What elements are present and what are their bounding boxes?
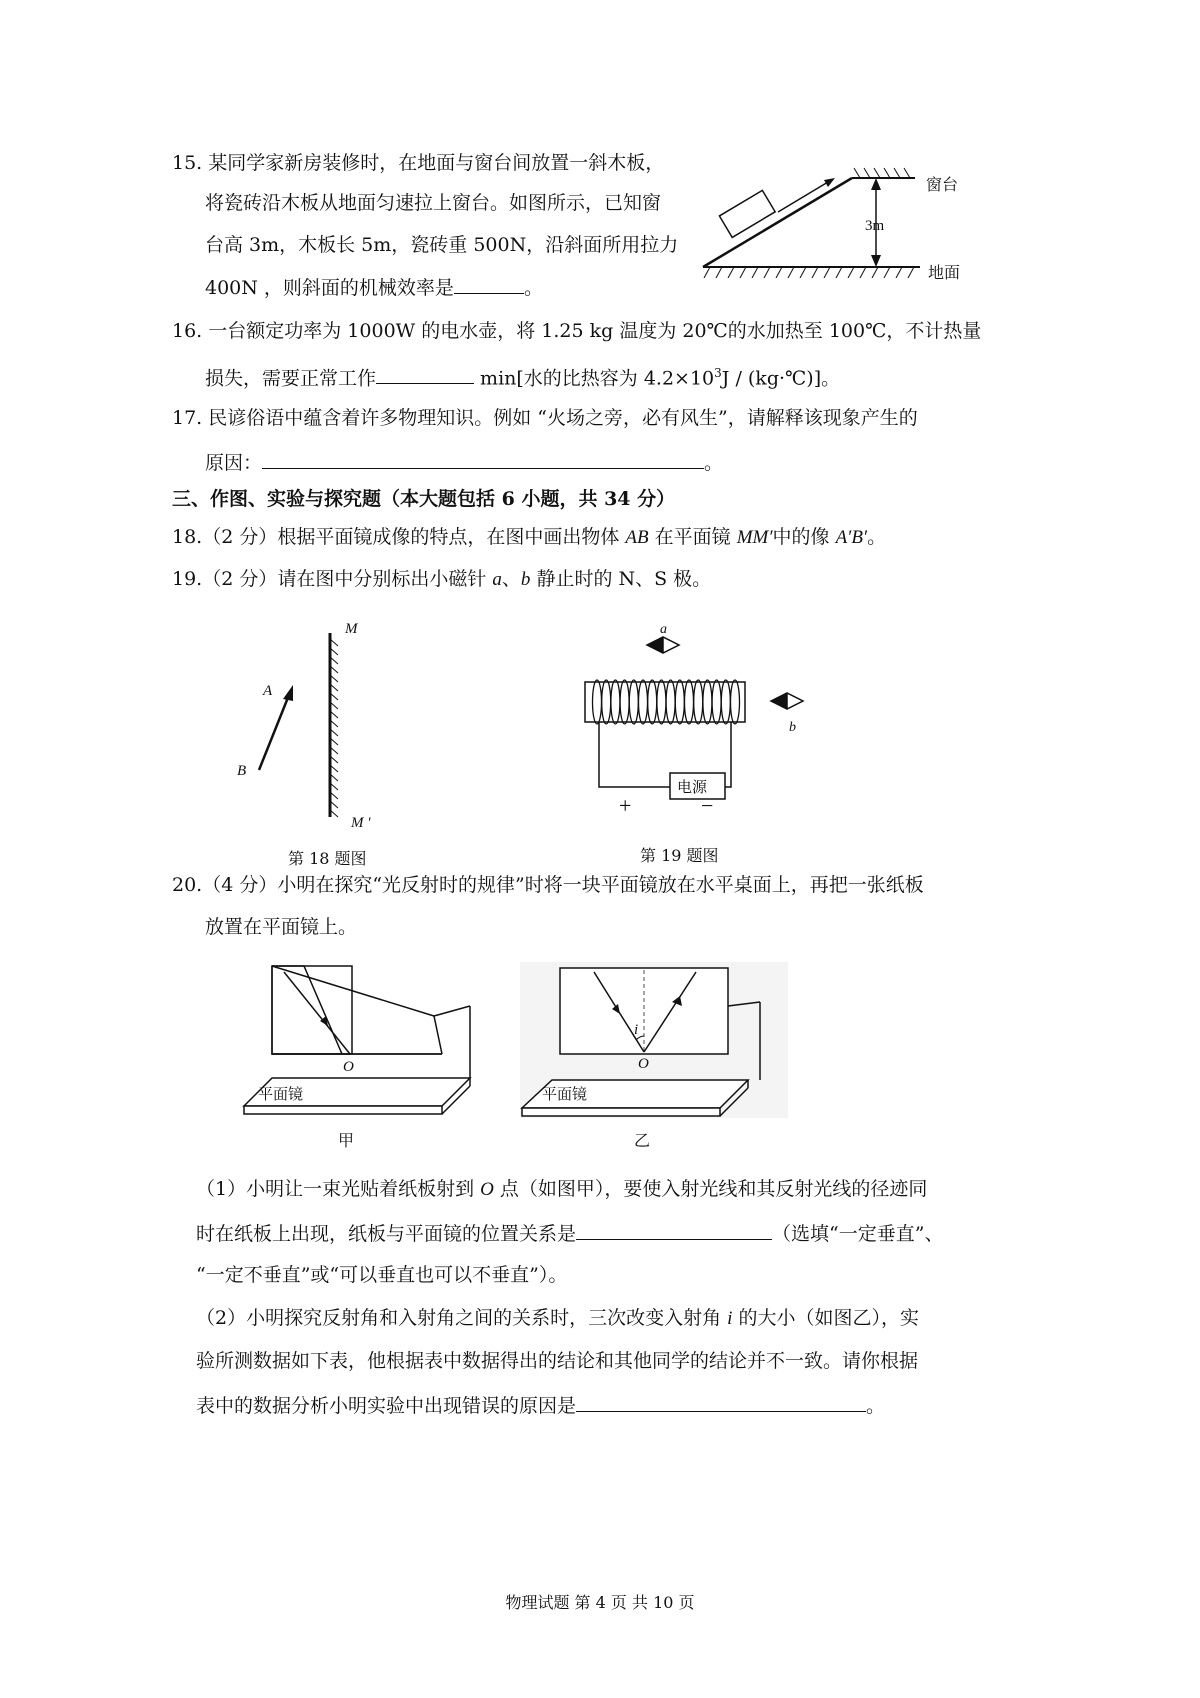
q15-line1: 15. 某同学家新房装修时，在地面与窗台间放置一斜木板， — [172, 152, 665, 174]
q20-part1-line1: （1）小明让一束光贴着纸板射到 O 点（如图甲），要使入射光线和其反射光线的径迹同 — [196, 1178, 928, 1200]
answer-blank-q20-2[interactable] — [576, 1392, 866, 1412]
section-3-heading: 三、作图、实验与探究题（本大题包括 6 小题，共 34 分） — [172, 488, 676, 510]
q20-part2-line2: 验所测数据如下表，他根据表中数据得出的结论和其他同学的结论并不一致。请你根据 — [196, 1350, 919, 1372]
q17-line2: 原因： 。 — [205, 449, 723, 476]
answer-blank-q15[interactable] — [454, 274, 524, 294]
magnet-a-label: a — [660, 622, 667, 637]
fig18-plane-mirror — [225, 615, 405, 840]
ground-label: 地面 — [928, 265, 961, 282]
q16-line1: 16. 一台额定功率为 1000W 的电水壶，将 1.25 kg 温度为 20℃的水加热至 100℃，不计热量 — [172, 320, 982, 342]
fig-jia-mirror-label: 平面镜 — [258, 1087, 304, 1103]
q20-part1-line3: “一定不垂直”或“可以垂直也可以不垂直”）。 — [196, 1264, 568, 1286]
q16-line2: 损失，需要正常工作 min[水的比热容为 $4.2\times 10^3J$ / (kg·℃)]。 — [205, 366, 841, 390]
windowsill-label: 窗台 — [926, 177, 959, 194]
point-b-label: B — [237, 763, 247, 779]
q20-line2: 放置在平面镜上。 — [205, 916, 358, 938]
q15-line3: 台高 3m，木板长 5m，瓷砖重 500N，沿斜面所用拉力 — [205, 234, 679, 256]
q20-part1-line2: 时在纸板上出现，纸板与平面镜的位置关系是 （选填“一定垂直”、 — [196, 1220, 943, 1247]
fig18-caption: 第 18 题图 — [288, 849, 367, 868]
fig-yi-point-o: O — [638, 1056, 649, 1072]
point-a-label: A — [263, 683, 273, 699]
page-footer: 物理试题 第 4 页 共 10 页 — [505, 1593, 695, 1612]
fig-jia-caption: 甲 — [338, 1131, 355, 1150]
q20-part2-line3: 表中的数据分析小明实验中出现错误的原因是 。 — [196, 1392, 885, 1419]
power-supply-label: 电源 — [677, 780, 708, 796]
positive-terminal: + — [619, 793, 632, 818]
answer-blank-q16[interactable] — [376, 364, 474, 384]
fig20-jia — [242, 966, 482, 1121]
q15-line2: 将瓷砖沿木板从地面匀速拉上窗台。如图所示，已知窗 — [205, 192, 662, 214]
answer-blank-q17[interactable] — [262, 449, 704, 469]
fig20-yi — [520, 962, 790, 1122]
q20-part2-line1: （2）小明探究反射角和入射角之间的关系时，三次改变入射角 i 的大小（如图乙），实 — [196, 1307, 919, 1329]
fig-yi-mirror-label: 平面镜 — [542, 1087, 588, 1103]
negative-terminal: − — [701, 793, 714, 818]
magnet-b-label: b — [789, 720, 796, 735]
fig-jia-point-o: O — [343, 1059, 354, 1075]
fig19-solenoid-circuit — [575, 615, 835, 840]
q18-text: 18.（2 分）根据平面镜成像的特点，在图中画出物体 AB 在平面镜 MM′中的像 A′B′。 — [172, 526, 887, 548]
ramp-height-label: 3m — [865, 218, 885, 234]
q17-line1: 17. 民谚俗语中蕴含着许多物理知识。例如 “火场之旁，必有风生”，请解释该现象产生的 — [172, 407, 918, 429]
mirror-label-m: M — [345, 621, 358, 637]
q19-text: 19.（2 分）请在图中分别标出小磁针 a、b 静止时的 N、S 极。 — [172, 568, 712, 590]
fig19-caption: 第 19 题图 — [640, 846, 719, 865]
answer-blank-q20-1[interactable] — [576, 1220, 772, 1240]
fig-yi-caption: 乙 — [634, 1131, 651, 1150]
q20-line1: 20.（4 分）小明在探究“光反射时的规律”时将一块平面镜放在水平桌面上，再把一张纸板 — [172, 874, 924, 896]
fig-yi-angle-i: i — [634, 1022, 639, 1038]
mirror-label-m-prime: M ′ — [351, 815, 371, 831]
q15-ramp-figure — [700, 160, 980, 290]
q15-line4: 400N ，则斜面的机械效率是 。 — [205, 274, 543, 301]
